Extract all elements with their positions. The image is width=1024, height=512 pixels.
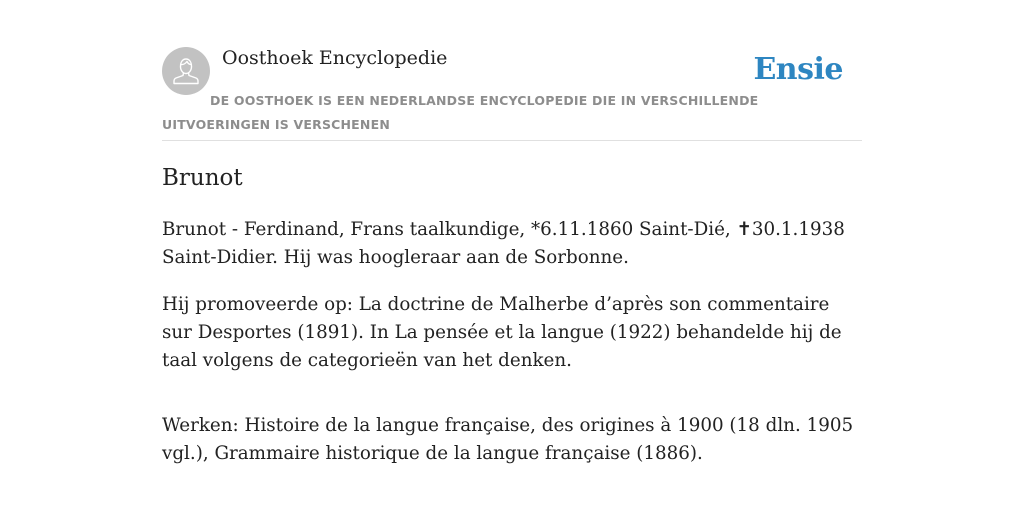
user-avatar-icon[interactable] bbox=[162, 47, 210, 95]
article-title: Brunot bbox=[162, 165, 243, 191]
article-paragraph: Brunot - Ferdinand, Frans taalkundige, *6.11.1860 Saint-Dié, ✝30.1.1938 Saint-Didier. Hij was hoogleraar aan de Sorbonne. bbox=[162, 219, 845, 268]
article-body bbox=[162, 216, 862, 487]
article-paragraph: Hij promoveerde op: La doctrine de Malherbe d’après son commentaire sur Desportes (1891). In La pensée et la langue (1922) behandelde hij de taal volgens de categorieën van het denken. bbox=[162, 294, 842, 371]
ensie-logo[interactable]: Ensie bbox=[753, 52, 843, 87]
person-outline-icon bbox=[162, 47, 210, 95]
source-description: DE OOSTHOEK IS EEN NEDERLANDSE ENCYCLOPEDIE DIE IN VERSCHILLENDE UITVOERINGEN IS VERSCHENEN bbox=[162, 93, 759, 132]
article-paragraph: Werken: Histoire de la langue française, des origines à 1900 (18 dln. 1905 vgl.), Grammaire historique de la langue française (1886). bbox=[162, 415, 854, 464]
source-header bbox=[162, 46, 862, 141]
source-name[interactable]: Oosthoek Encyclopedie bbox=[222, 47, 448, 69]
